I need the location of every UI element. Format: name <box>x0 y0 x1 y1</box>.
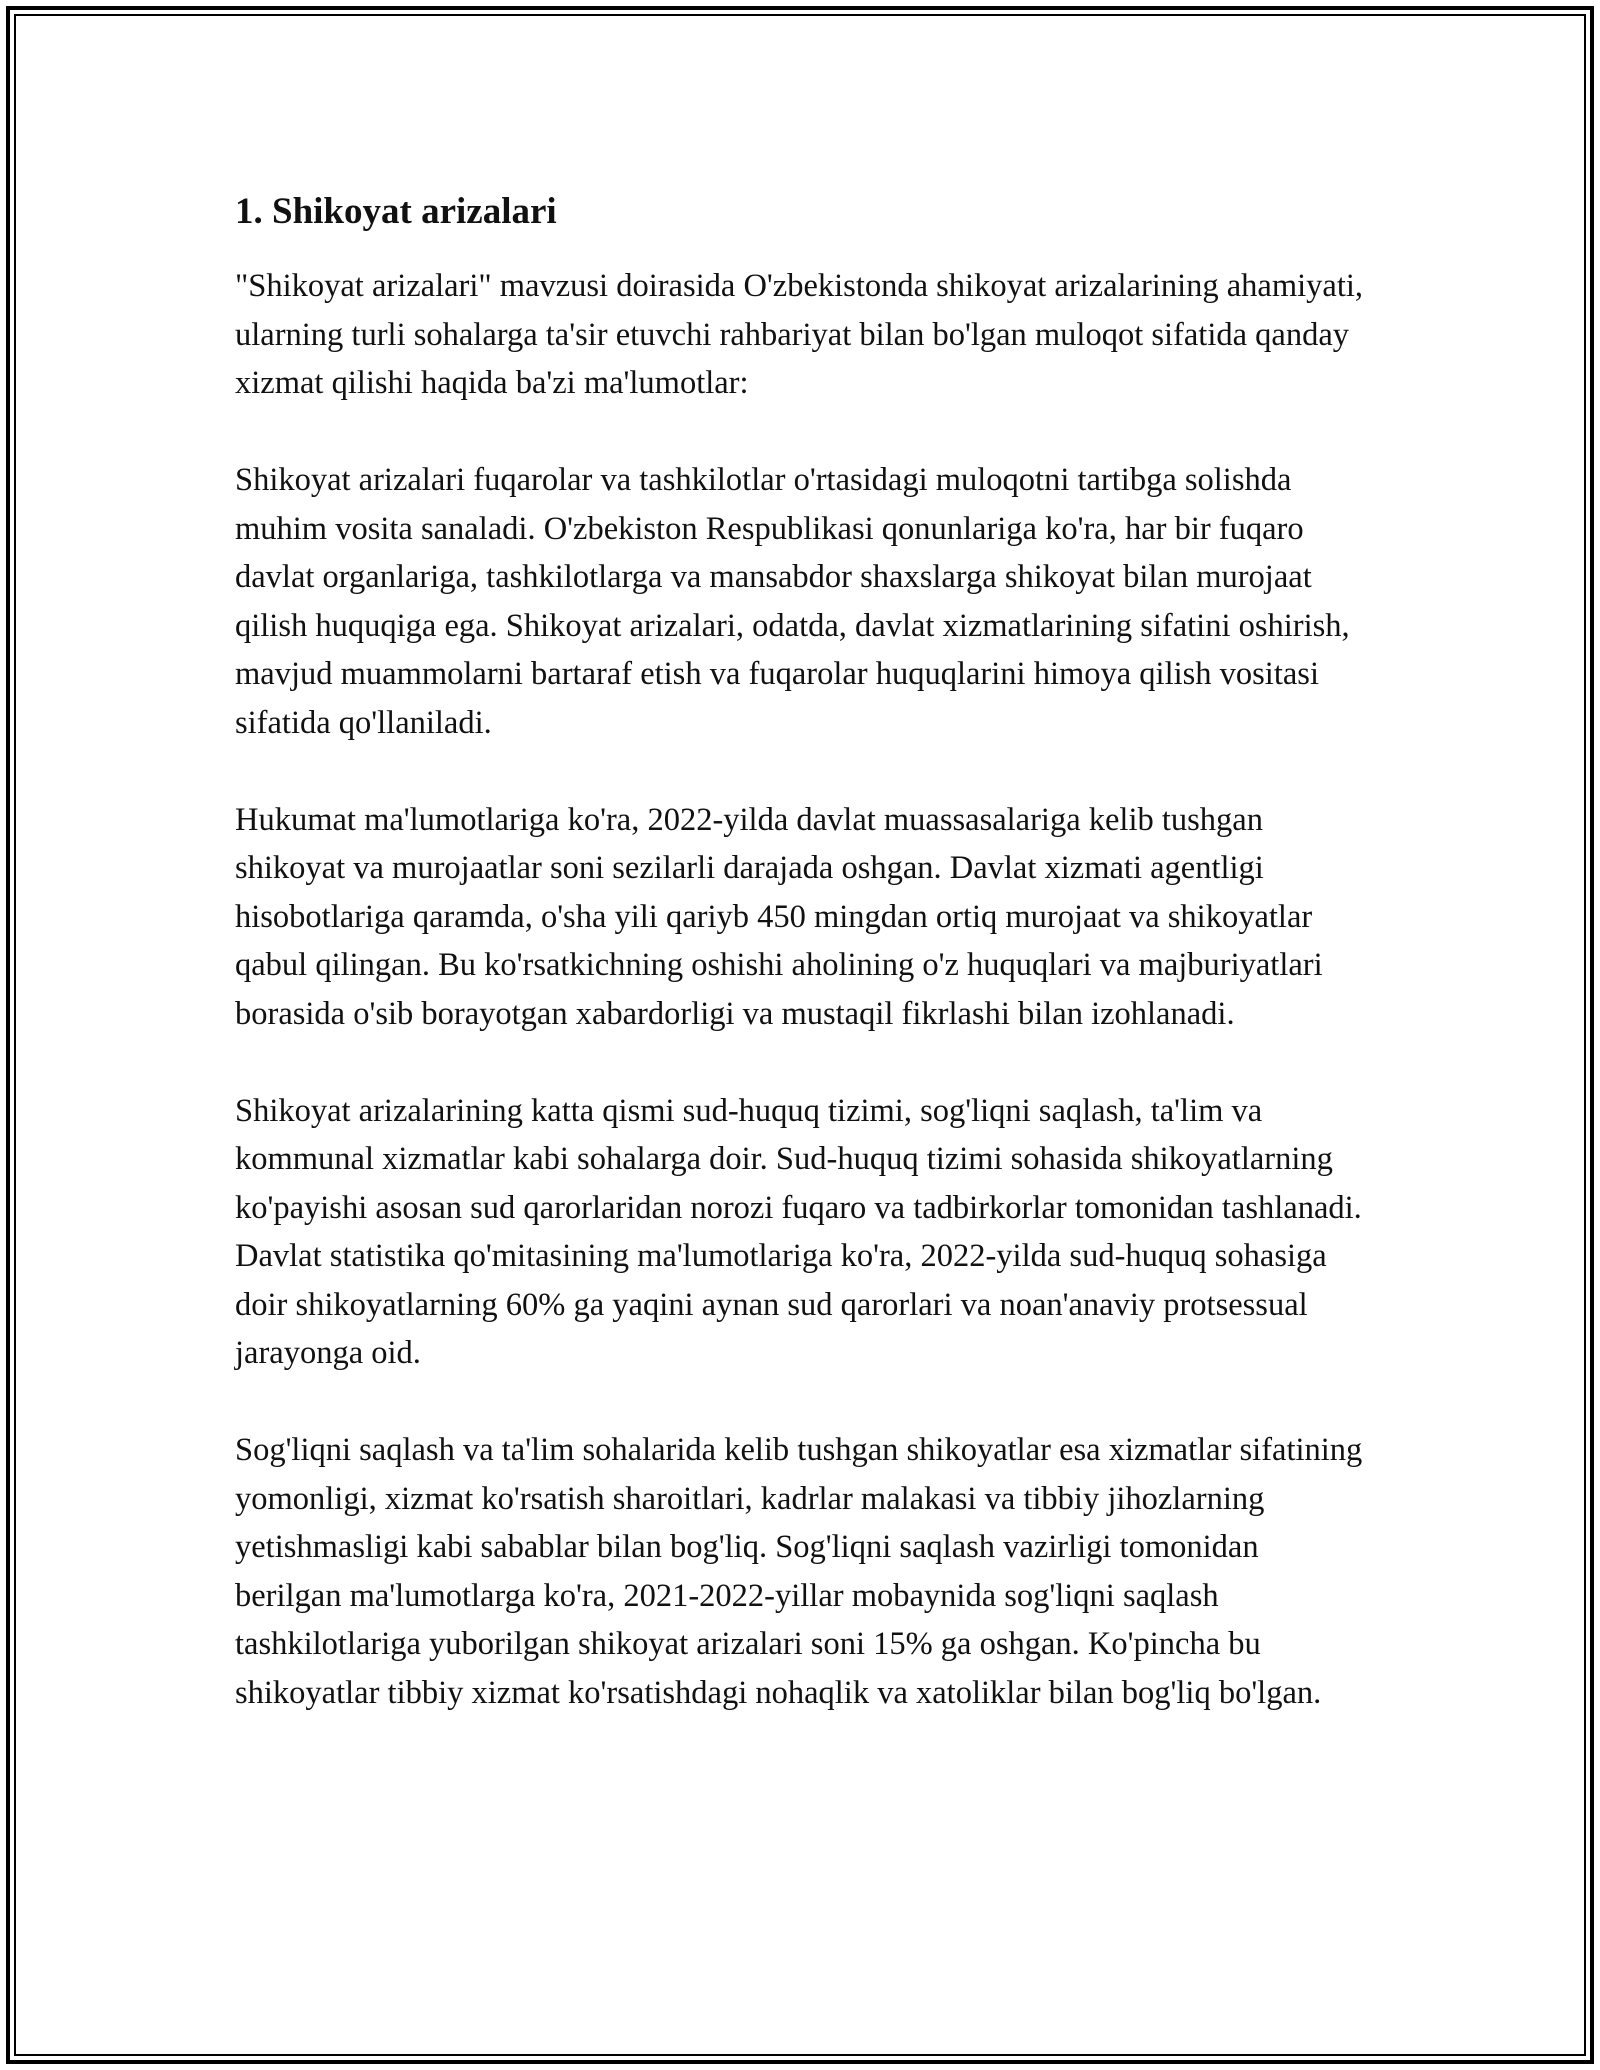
section-heading: 1. Shikoyat arizalari <box>235 191 557 232</box>
document-body <box>235 188 1365 1717</box>
paragraph-statistics-2022: Hukumat ma'lumotlariga ko'ra, 2022-yilda davlat muassasalariga kelib tushgan shikoyat va murojaatlar soni sezilarli darajada oshgan. Davlat xizmati agentligi hisobotlariga qaramda, o'sha yili qariyb 450 mingdan ortiq murojaat va shikoyatlar qabul qilingan. Bu ko'rsatkichning oshishi aholining o'z huquqlari va majburiyatlari borasida o'sib borayotgan xabardorligi va mustaqil fikrlashi bilan izohlanadi. <box>235 801 1323 1032</box>
paragraph-judicial-sector: Shikoyat arizalarining katta qismi sud-huquq tizimi, sog'liqni saqlash, ta'lim va kommunal xizmatlar kabi sohalarga doir. Sud-huquq tizimi sohasida shikoyatlarning ko'payishi asosan sud qarorlaridan norozi fuqaro va tadbirkorlar tomonidan tashlanadi. Davlat statistika qo'mitasining ma'lumotlariga ko'ra, 2022-yilda sud-huquq sohasiga doir shikoyatlarning 60% ga yaqini aynan sud qarorlari va noan'anaviy protsessual jarayonga oid. <box>235 1092 1362 1371</box>
paragraph-health-education: Sog'liqni saqlash va ta'lim sohalarida kelib tushgan shikoyatlar esa xizmatlar sifatining yomonligi, xizmat ko'rsatish sharoitlari, kadrlar malakasi va tibbiy jihozlarning yetishmasligi kabi sabablar bilan bog'liq. Sog'liqni saqlash vazirligi tomonidan berilgan ma'lumotlarga ko'ra, 2021-2022-yillar mobaynida sog'liqni saqlash tashkilotlariga yuborilgan shikoyat arizalari soni 15% ga oshgan. Ko'pincha bu shikoyatlar tibbiy xizmat ko'rsatishdagi nohaqlik va xatoliklar bilan bog'liq bo'lgan. <box>235 1432 1363 1711</box>
paragraph-legal-basis: Shikoyat arizalari fuqarolar va tashkilotlar o'rtasidagi muloqotni tartibga solishda muhim vosita sanaladi. O'zbekiston Respublikasi qonunlariga ko'ra, har bir fuqaro davlat organlariga, tashkilotlarga va mansabdor shaxslarga shikoyat bilan murojaat qilish huquqiga ega. Shikoyat arizalari, odatda, davlat xizmatlarining sifatini oshirish, mavjud muammolarni bartaraf etish va fuqarolar huquqlarini himoya qilish vositasi sifatida qo'llaniladi. <box>235 462 1350 741</box>
intro-paragraph: "Shikoyat arizalari" mavzusi doirasida O'zbekistonda shikoyat arizalarining ahamiyati, ularning turli sohalarga ta'sir etuvchi rahbariyat bilan bo'lgan muloqot sifatida qanday xizmat qilishi haqida ba'zi ma'lumotlar: <box>235 268 1364 401</box>
